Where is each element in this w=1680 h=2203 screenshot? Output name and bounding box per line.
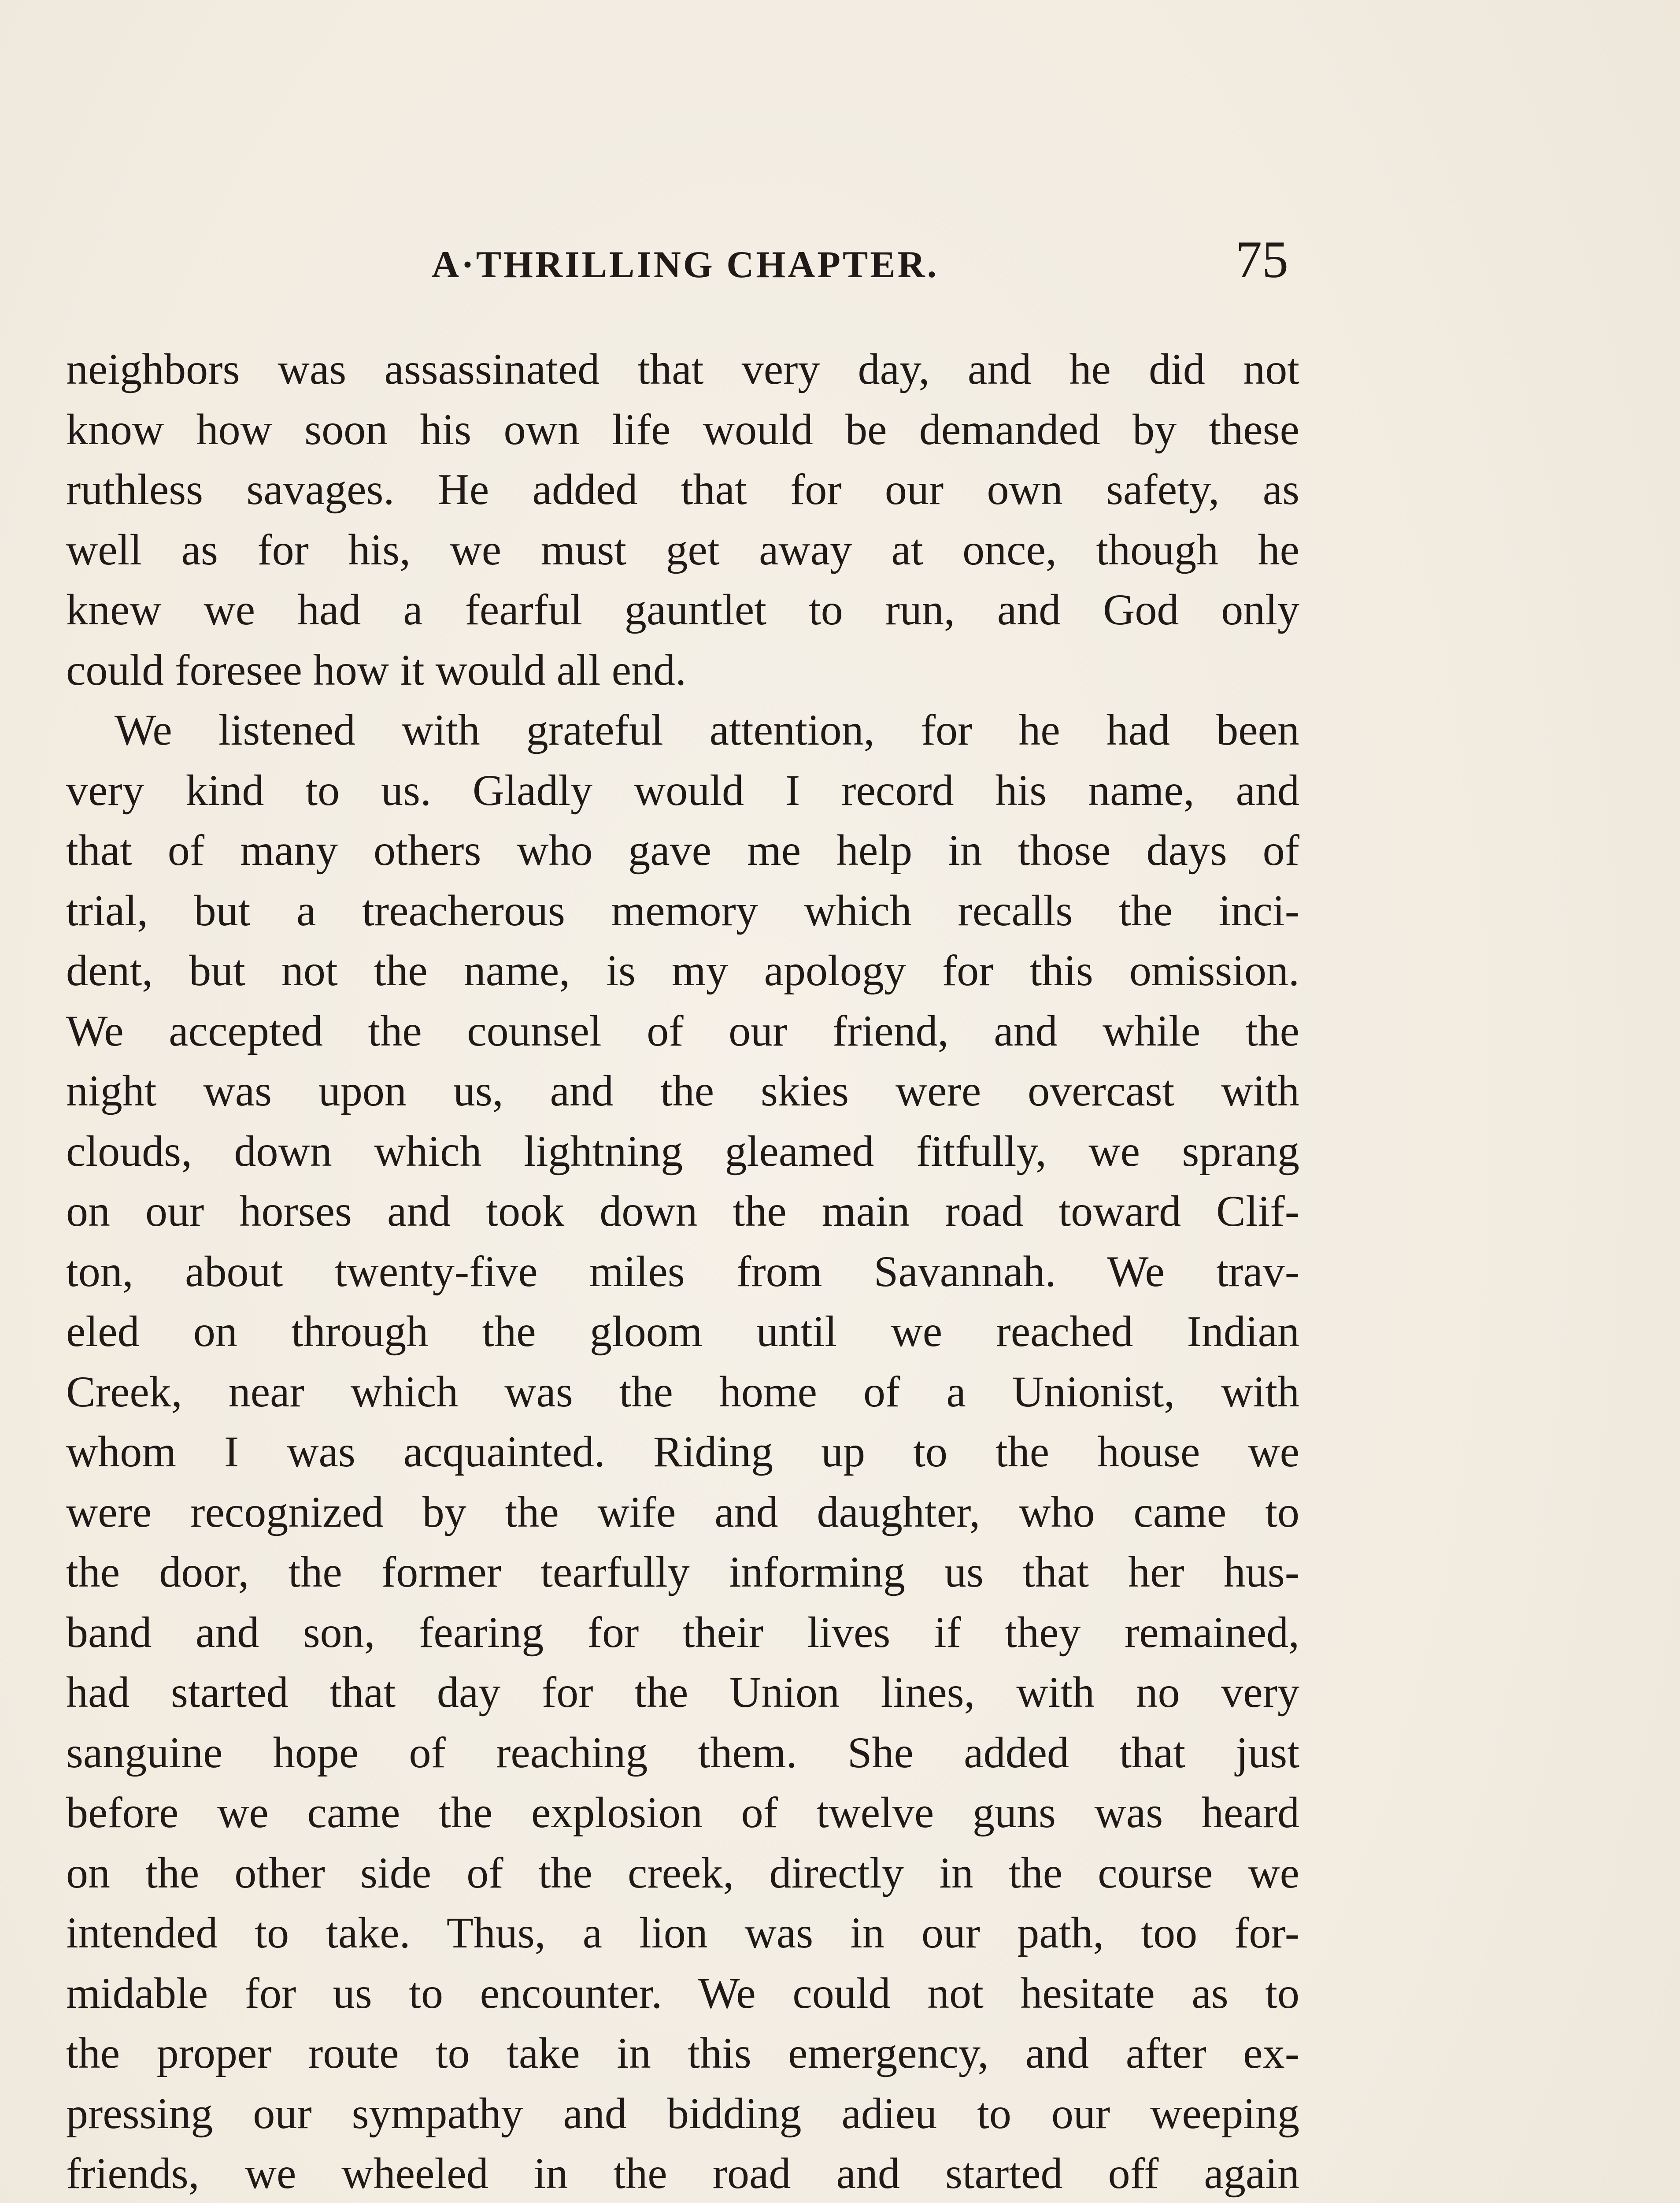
text-line: on our horses and took down the main road toward Clif- [66,1187,1299,1235]
text-line: know how soon his own life would be demanded by these [66,404,1299,454]
text-line: Creek, near which was the home of a Unionist, with [66,1367,1299,1416]
text-line: pressing our sympathy and bidding adieu to our weeping [66,2088,1299,2138]
text-line: eled on through the gloom until we reached Indian [66,1307,1299,1356]
text-line: could foresee how it would all end. [66,645,686,694]
text-line: dent, but not the name, is my apology for this omission. [66,946,1299,995]
text-line: had started that day for the Union lines, with no very [66,1668,1299,1717]
running-head: A·THRILLING CHAPTER. [432,243,939,286]
text-line: that of many others who gave me help in those days of [66,826,1299,875]
text-line: well as for his, we must get away at once, though he [66,525,1299,574]
text-line: ruthless savages. He added that for our own safety, as [66,465,1299,514]
text-line: ton, about twenty-five miles from Savannah. We trav- [66,1246,1299,1296]
text-line: band and son, fearing for their lives if they remained, [66,1607,1299,1657]
text-line: the door, the former tearfully informing us that her hus- [66,1547,1299,1596]
text-line: the proper route to take in this emergency, and after ex- [66,2029,1299,2077]
text-line: sanguine hope of reaching them. She added that just [66,1728,1299,1777]
text-line: were recognized by the wife and daughter, who came to [66,1487,1299,1536]
text-line: night was upon us, and the skies were overcast with [66,1066,1299,1115]
text-line: neighbors was assassinated that very day, and he did not [66,345,1299,393]
body-text [66,339,1299,2203]
text-line: intended to take. Thus, a lion was in our path, too for- [66,1908,1299,1957]
text-line: midable for us to encounter. We could not hesitate as to [66,1968,1299,2018]
text-line: knew we had a fearful gauntlet to run, and God only [66,585,1299,634]
page-header [0,229,1680,289]
text-line: whom I was acquainted. Riding up to the house we [66,1427,1299,1476]
text-line: trial, but a treacherous memory which recalls the inci- [66,886,1299,935]
text-line: friends, we wheeled in the road and started off again [66,2149,1299,2198]
text-line: clouds, down which lightning gleamed fitfully, we sprang [66,1126,1299,1176]
page-number: 75 [1236,230,1288,289]
text-line: before we came the explosion of twelve guns was heard [66,1788,1299,1837]
text-line: on the other side of the creek, directly in the course we [66,1848,1299,1897]
text-line: We listened with grateful attention, for he had been [115,705,1299,754]
text-line: very kind to us. Gladly would I record his name, and [66,765,1299,815]
text-line: We accepted the counsel of our friend, and while the [66,1006,1299,1055]
